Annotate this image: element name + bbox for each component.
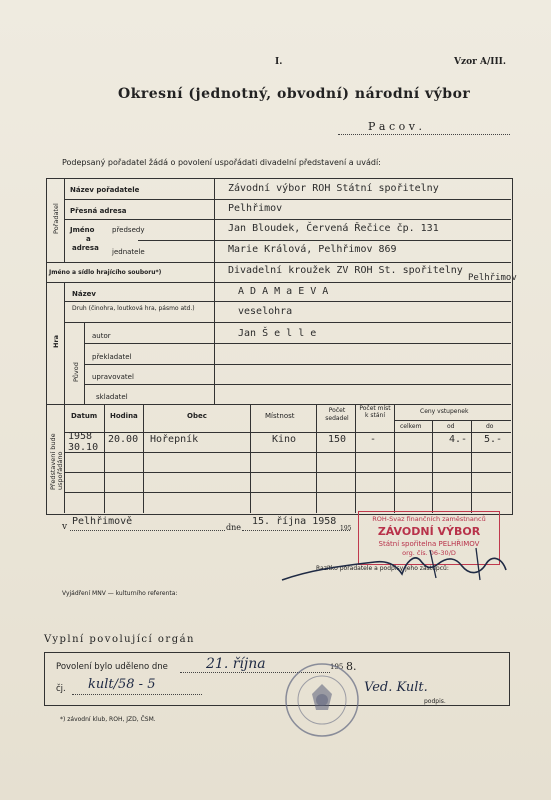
row-do: 5.- xyxy=(484,434,503,445)
soubor-value-extra: Pelhřimov xyxy=(468,273,517,283)
podpis-value: Ved. Kult. xyxy=(364,680,428,695)
official-seal xyxy=(282,660,362,740)
dne-value: 15. října 1958 xyxy=(252,516,337,527)
col-datum: Datum xyxy=(71,412,98,420)
puvod-label: Původ xyxy=(72,362,80,382)
address-label: Přesná adresa xyxy=(70,207,127,215)
row-pocet-sedadel: 150 xyxy=(328,434,347,445)
col-hodina: Hodina xyxy=(110,412,138,420)
nazev-value: A D A M a E V A xyxy=(238,286,329,297)
a-label: a xyxy=(86,235,91,243)
stamp-line4: org. čís. 06-30/D xyxy=(402,549,456,557)
name-label: Název pořadatele xyxy=(70,186,140,194)
row-od: 4.- xyxy=(449,434,468,445)
place-name: P a c o v . xyxy=(368,120,422,133)
col-pocet-mist: Počet míst k stání xyxy=(359,405,391,419)
col-od: od xyxy=(447,423,455,430)
organ-year-value: 8. xyxy=(346,660,357,673)
page-title: Okresní (jednotný, obvodní) národní výbor xyxy=(118,86,471,102)
skladatel-label: skladatel xyxy=(96,393,128,401)
jednatele-value: Marie Králová, Pelhřimov 869 xyxy=(228,244,397,255)
razitko-label: Razítko pořadatele a podpisy jeho zástupců: xyxy=(316,565,449,572)
row-hodina: 20.00 xyxy=(108,434,139,445)
poradatel-section-label: Pořadatel xyxy=(52,203,60,234)
mnv-label: Vyjádření MNV — kulturního referenta: xyxy=(62,590,178,597)
predsedy-label: předsedy xyxy=(112,226,145,234)
v-label: v xyxy=(62,522,68,532)
row-mistnost: Kino xyxy=(272,434,297,445)
col-mistnost: Místnost xyxy=(265,412,295,420)
autor-label: autor xyxy=(92,332,111,340)
druh-value: veselohra xyxy=(238,306,293,317)
row-pocet-mist: - xyxy=(370,434,377,445)
povoleni-value: 21. října xyxy=(206,656,266,672)
cj-label: čj. xyxy=(56,684,66,694)
stamp-line2: ZÁVODNÍ VÝBOR xyxy=(377,525,481,538)
place-underline xyxy=(338,134,510,135)
row-datum: 1958 xyxy=(68,431,93,442)
footnote: *) závodní klub, ROH, JZD, ČSM. xyxy=(60,716,156,723)
organ-title: Vyplní povolující orgán xyxy=(44,634,195,645)
predstaveni-section-label: Představení bude uspořádáno xyxy=(49,433,64,490)
druh-label: Druh (činohra, loutková hra, pásmo atd.) xyxy=(72,305,195,312)
prekladatel-label: překladatel xyxy=(92,353,132,361)
col-obec: Obec xyxy=(187,412,207,420)
stamp-line3: Státní spořitelna PELHŘIMOV xyxy=(378,540,480,548)
nazev-label: Název xyxy=(72,290,96,298)
cj-value: kult/58 - 5 xyxy=(88,677,156,692)
handwritten-signature xyxy=(280,540,520,590)
form-number: I. xyxy=(275,57,283,67)
dne-label: dne xyxy=(226,523,242,532)
v-value: Pelhřimově xyxy=(72,516,133,527)
col-celkem: celkem xyxy=(400,423,422,430)
year-prefix: 195 xyxy=(340,525,352,532)
upravovatel-label: upravovatel xyxy=(92,373,134,381)
organ-year-prefix: 195 xyxy=(330,663,344,671)
intro-text: Podepsaný pořadatel žádá o povolení uspořádati divadelní představení a uvádí: xyxy=(62,158,381,167)
col-do: do xyxy=(486,423,494,430)
name-value: Závodní výbor ROH Státní spořitelny xyxy=(228,183,439,194)
podpis-label: podpis. xyxy=(424,698,446,705)
soubor-value: Divadelní kroužek ZV ROH St. spořitelny xyxy=(228,265,463,276)
predsedy-value: Jan Bloudek, Červená Řečice čp. 131 xyxy=(228,223,439,234)
jednatele-label: jednatele xyxy=(112,248,145,256)
row-obec: Hořepník xyxy=(150,434,199,445)
stamp-line1: ROH-Svaz finančních zaměstnanců xyxy=(372,515,486,523)
address-value: Pelhřimov xyxy=(228,203,283,214)
soubor-label: Jméno a sídlo hrajícího souboru*) xyxy=(49,269,162,276)
povoleni-label: Povolení bylo uděleno dne xyxy=(56,662,168,672)
jmeno-label: Jméno xyxy=(70,226,95,234)
col-pocet-sedadel: Počet sedadel xyxy=(325,407,349,422)
col-ceny: Ceny vstupenek xyxy=(420,408,469,415)
form-variant: Vzor A/III. xyxy=(454,57,507,67)
autor-value: Jan Š e l l e xyxy=(238,328,317,339)
hra-section-label: Hra xyxy=(52,334,60,348)
row-datum2: 30.10 xyxy=(68,442,99,453)
adresa-label: adresa xyxy=(72,244,99,252)
